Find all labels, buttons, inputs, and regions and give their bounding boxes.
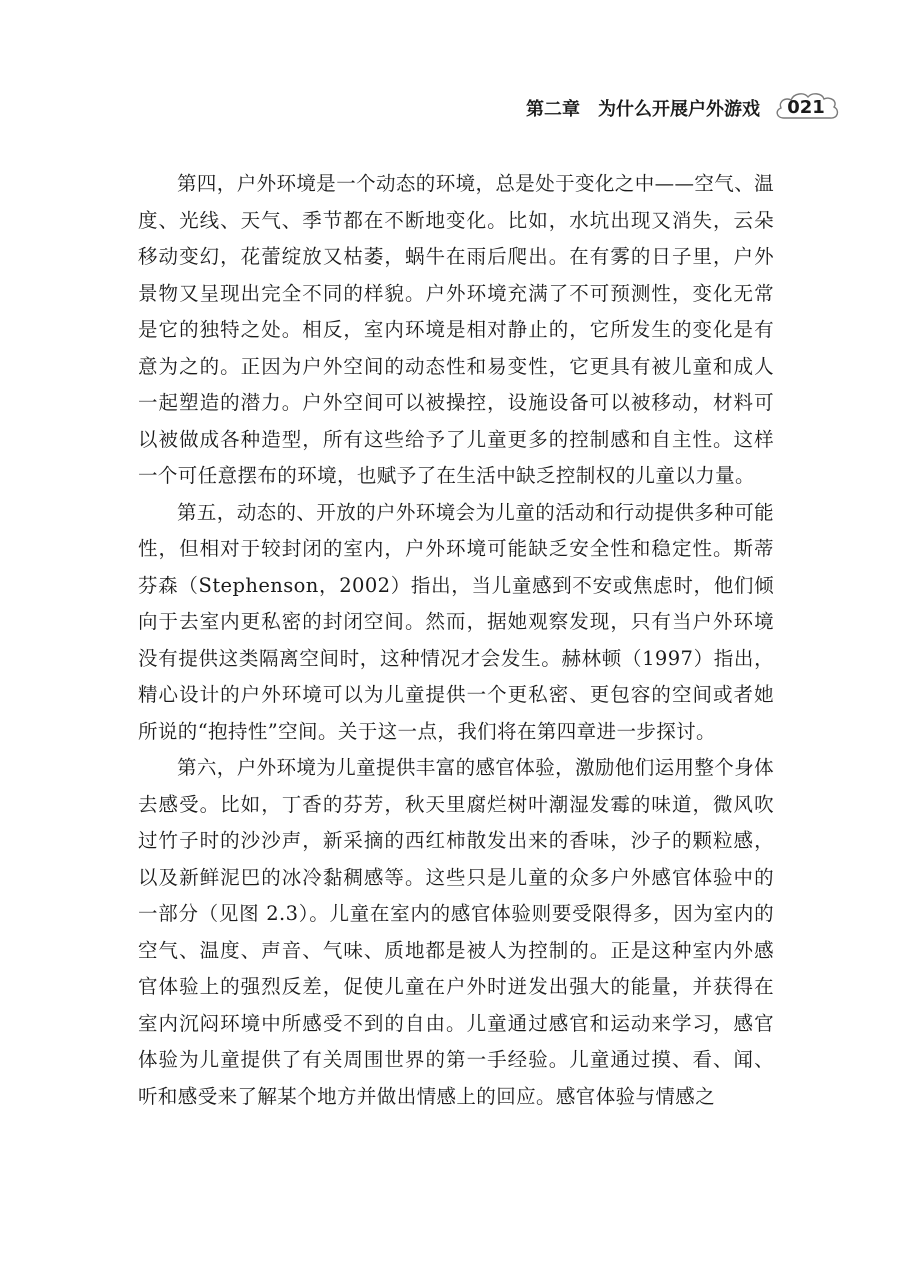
page-number: 021 <box>787 97 825 118</box>
chapter-title: 第二章 为什么开展户外游戏 <box>526 99 760 120</box>
paragraph-6: 第六，户外环境为儿童提供丰富的感官体验，激励他们运用整个身体去感受。比如，丁香的芬芳，秋天里腐烂树叶潮湿发霉的味道，微风吹过竹子时的沙沙声，新采摘的西红柿散发出来的香味，沙子的颗粒感，以及新鲜泥巴的冰冷黏稠感等。这些只是儿童的众多户外感官体验中的一部分（见图 2.3）。儿童在室内的感官体验则要受限得多，因为室内的空气、温度、声音、气味、质地都是被人为控制的。正是这种室内外感官体验上的强烈反差，促使儿童在户外时迸发出强大的能量，并获得在室内沉闷环境中所感受不到的自由。儿童通过感官和运动来学习，感官体验为儿童提供了有关周围世界的第一手经验。儿童通过摸、看、闻、听和感受来了解某个地方并做出情感上的回应。感官体验与情感之 <box>138 756 775 1108</box>
running-header <box>526 88 842 128</box>
page-number-badge <box>770 88 842 128</box>
body-text <box>138 166 774 1115</box>
paragraph-4: 第四，户外环境是一个动态的环境，总是处于变化之中——空气、温度、光线、天气、季节都在不断地变化。比如，水坑出现又消失，云朵移动变幻，花蕾绽放又枯萎，蜗牛在雨后爬出。在有雾的日子里，户外景物又呈现出完全不同的样貌。户外环境充满了不可预测性，变化无常是它的独特之处。相反，室内环境是相对静止的，它所发生的变化是有意为之的。正因为户外空间的动态性和易变性，它更具有被儿童和成人一起塑造的潜力。户外空间可以被操控，设施设备可以被移动，材料可以被做成各种造型，所有这些给予了儿童更多的控制感和自主性。这样一个可任意摆布的环境，也赋予了在生活中缺乏控制权的儿童以力量。 <box>138 172 775 487</box>
paragraph-5: 第五，动态的、开放的户外环境会为儿童的活动和行动提供多种可能性，但相对于较封闭的室内，户外环境可能缺乏安全性和稳定性。斯蒂芬森（Stephenson，2002）指出，当儿童感到不安或焦虑时，他们倾向于去室内更私密的封闭空间。然而，据她观察发现，只有当户外环境没有提供这类隔离空间时，这种情况才会发生。赫林顿（1997）指出，精心设计的户外环境可以为儿童提供一个更私密、更包容的空间或者她所说的“抱持性”空间。关于这一点，我们将在第四章进一步探讨。 <box>138 500 775 743</box>
